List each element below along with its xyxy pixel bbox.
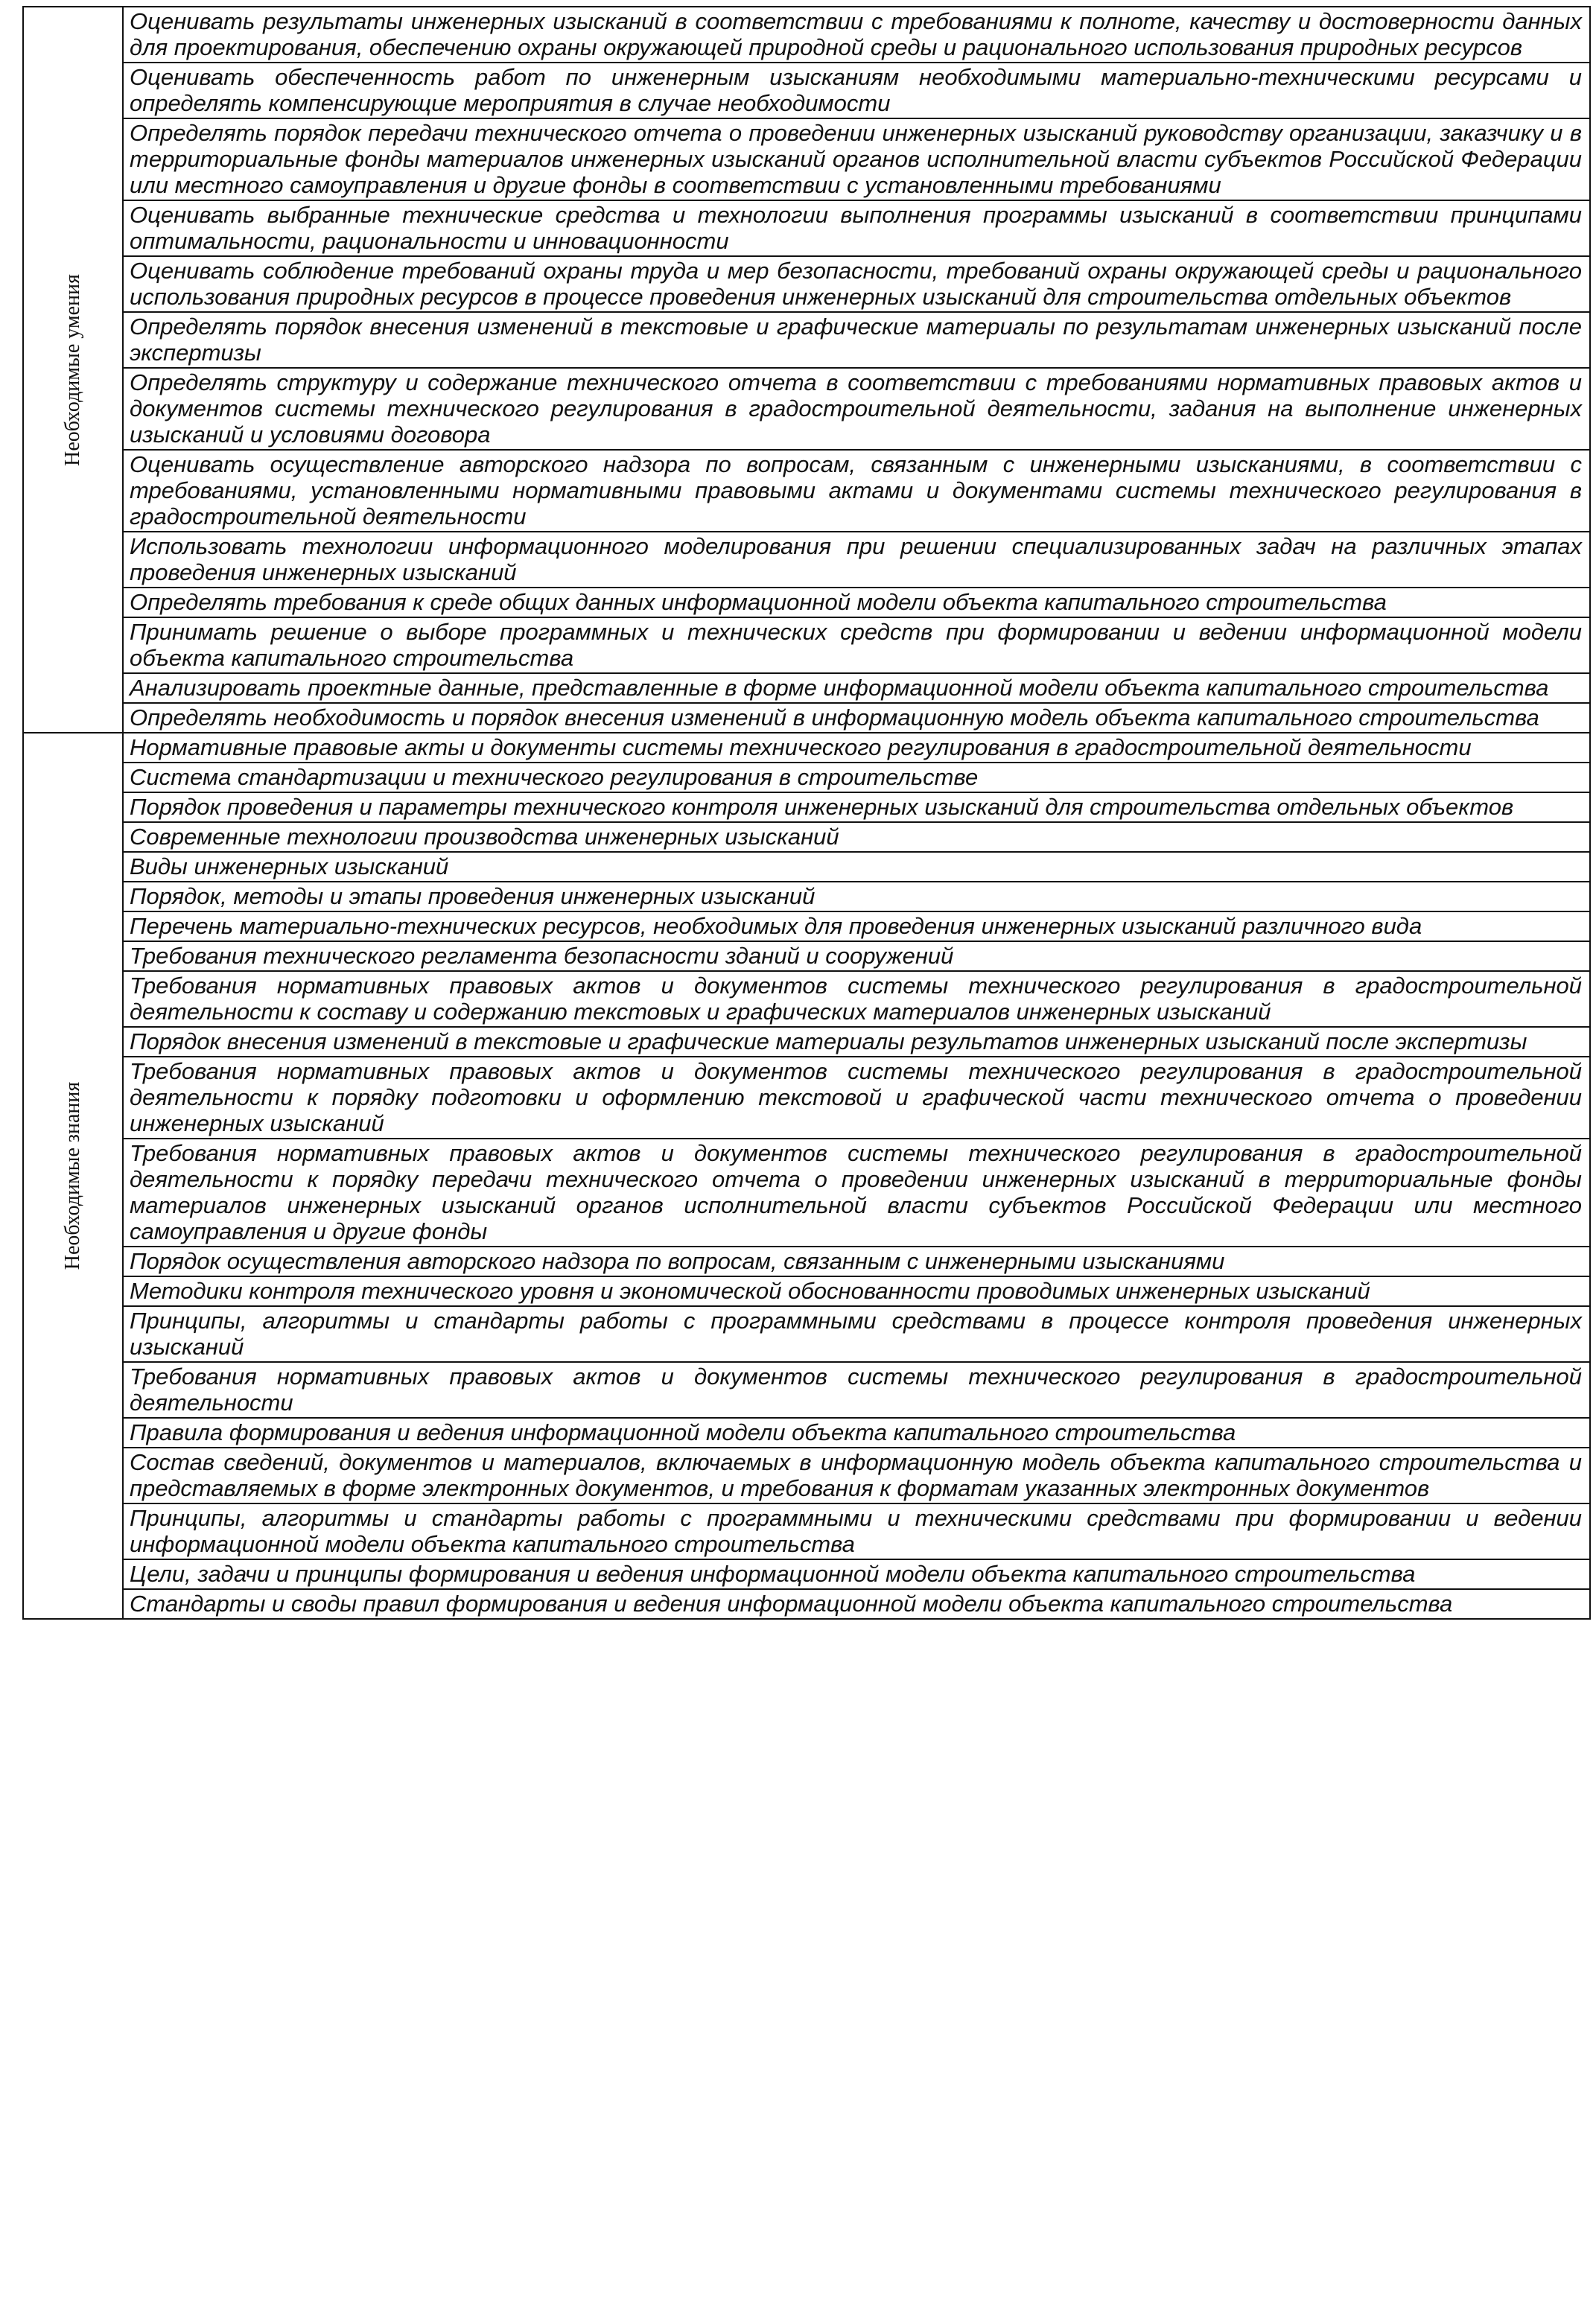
knowledge-item: Нормативные правовые акты и документы системы технического регулирования в градостроительной деятельности	[130, 734, 1472, 760]
knowledge-item: Требования нормативных правовых актов и документов системы технического регулирования в градостроительной деятельности к порядку подготовки и оформлению текстовой и графической части технического отчета о проведении инженерных изысканий	[124, 1056, 1589, 1138]
knowledge-list	[123, 733, 1590, 1619]
knowledge-section-row	[23, 733, 1590, 1619]
knowledge-section-label: Необходимые знания	[61, 1081, 84, 1270]
skills-list	[123, 7, 1590, 733]
knowledge-item: Система стандартизации и технического регулирования в строительстве	[124, 762, 1589, 792]
knowledge-item: Стандарты и своды правил формирования и ведения информационной модели объекта капитального строительства	[124, 1588, 1589, 1618]
skill-item: Оценивать осуществление авторского надзора по вопросам, связанным с инженерными изысканиями, в соответствии с требованиями, установленными нормативными правовыми актами и документами системы технического регулирования в градостроительной деятельности	[124, 449, 1589, 531]
knowledge-section-label-cell	[23, 733, 123, 1619]
skill-item: Определять порядок внесения изменений в текстовые и графические материалы по результатам инженерных изысканий после экспертизы	[124, 311, 1589, 367]
knowledge-item: Цели, задачи и принципы формирования и ведения информационной модели объекта капитального строительства	[124, 1559, 1589, 1588]
knowledge-item: Порядок осуществления авторского надзора по вопросам, связанным с инженерными изысканиями	[124, 1246, 1589, 1276]
knowledge-item: Требования нормативных правовых актов и документов системы технического регулирования в градостроительной деятельности к составу и содержанию текстовых и графических материалов инженерных изысканий	[124, 970, 1589, 1026]
knowledge-item: Порядок, методы и этапы проведения инженерных изысканий	[124, 881, 1589, 911]
skill-item: Определять порядок передачи технического отчета о проведении инженерных изысканий руководству организации, заказчику и в территориальные фонды материалов инженерных изысканий органов исполнительной власти субъектов Российской Федерации или местного самоуправления и другие фонды в соответствии с установленными требованиями	[124, 118, 1589, 200]
skill-item: Анализировать проектные данные, представленные в форме информационной модели объекта капитального строительства	[124, 672, 1589, 702]
requirements-table	[22, 6, 1591, 1620]
skills-section-label-cell	[23, 7, 123, 733]
knowledge-item: Перечень материально-технических ресурсов, необходимых для проведения инженерных изысканий различного вида	[124, 911, 1589, 941]
knowledge-item: Методики контроля технического уровня и экономической обоснованности проводимых инженерных изысканий	[124, 1276, 1589, 1305]
knowledge-item: Принципы, алгоритмы и стандарты работы с программными и техническими средствами при формировании и ведении информационной модели объекта капитального строительства	[124, 1503, 1589, 1559]
skill-item: Использовать технологии информационного моделирования при решении специализированных задач на различных этапах проведения инженерных изысканий	[124, 531, 1589, 587]
knowledge-item: Принципы, алгоритмы и стандарты работы с программными средствами в процессе контроля проведения инженерных изысканий	[124, 1305, 1589, 1361]
skill-item: Определять структуру и содержание технического отчета в соответствии с требованиями нормативных правовых актов и документов системы технического регулирования в градостроительной деятельности, задания на выполнение инженерных изысканий и условиями договора	[124, 367, 1589, 449]
document-page	[22, 6, 1591, 1620]
skills-section-row	[23, 7, 1590, 733]
knowledge-item: Современные технологии производства инженерных изысканий	[124, 821, 1589, 851]
knowledge-item: Порядок проведения и параметры технического контроля инженерных изысканий для строительства отдельных объектов	[124, 792, 1589, 821]
skill-item: Определять требования к среде общих данных информационной модели объекта капитального строительства	[124, 587, 1589, 617]
skill-item: Оценивать выбранные технические средства и технологии выполнения программы изысканий в соответствии принципами оптимальности, рациональности и инновационности	[124, 200, 1589, 255]
skill-item: Оценивать результаты инженерных изысканий в соответствии с требованиями к полноте, качеству и достоверности данных для проектирования, обеспечению охраны окружающей природной среды и рационального использования природных ресурсов	[130, 8, 1582, 60]
knowledge-item: Правила формирования и ведения информационной модели объекта капитального строительства	[124, 1417, 1589, 1447]
knowledge-item: Порядок внесения изменений в текстовые и графические материалы результатов инженерных изысканий после экспертизы	[124, 1026, 1589, 1056]
skills-section-label: Необходимые умения	[61, 273, 84, 466]
skill-item: Оценивать обеспеченность работ по инженерным изысканиям необходимыми материально-техническими ресурсами и определять компенсирующие мероприятия в случае необходимости	[124, 62, 1589, 118]
knowledge-item: Требования технического регламента безопасности зданий и сооружений	[124, 941, 1589, 970]
knowledge-item: Состав сведений, документов и материалов, включаемых в информационную модель объекта капитального строительства и представляемых в форме электронных документов, и требования к форматам указанных электронных документов	[124, 1447, 1589, 1503]
knowledge-item: Виды инженерных изысканий	[124, 851, 1589, 881]
skill-item: Определять необходимость и порядок внесения изменений в информационную модель объекта капитального строительства	[124, 702, 1589, 732]
knowledge-item: Требования нормативных правовых актов и документов системы технического регулирования в градостроительной деятельности	[124, 1361, 1589, 1417]
skill-item: Оценивать соблюдение требований охраны труда и мер безопасности, требований охраны окружающей среды и рационального использования природных ресурсов в процессе проведения инженерных изысканий для строительства отдельных объектов	[124, 255, 1589, 311]
skill-item: Принимать решение о выборе программных и технических средств при формировании и ведении информационной модели объекта капитального строительства	[124, 617, 1589, 672]
knowledge-item: Требования нормативных правовых актов и документов системы технического регулирования в градостроительной деятельности к порядку передачи технического отчета о проведении инженерных изысканий в территориальные фонды материалов инженерных изысканий органов исполнительной власти субъектов Российской Федерации или местного самоуправления и другие фонды	[124, 1138, 1589, 1246]
